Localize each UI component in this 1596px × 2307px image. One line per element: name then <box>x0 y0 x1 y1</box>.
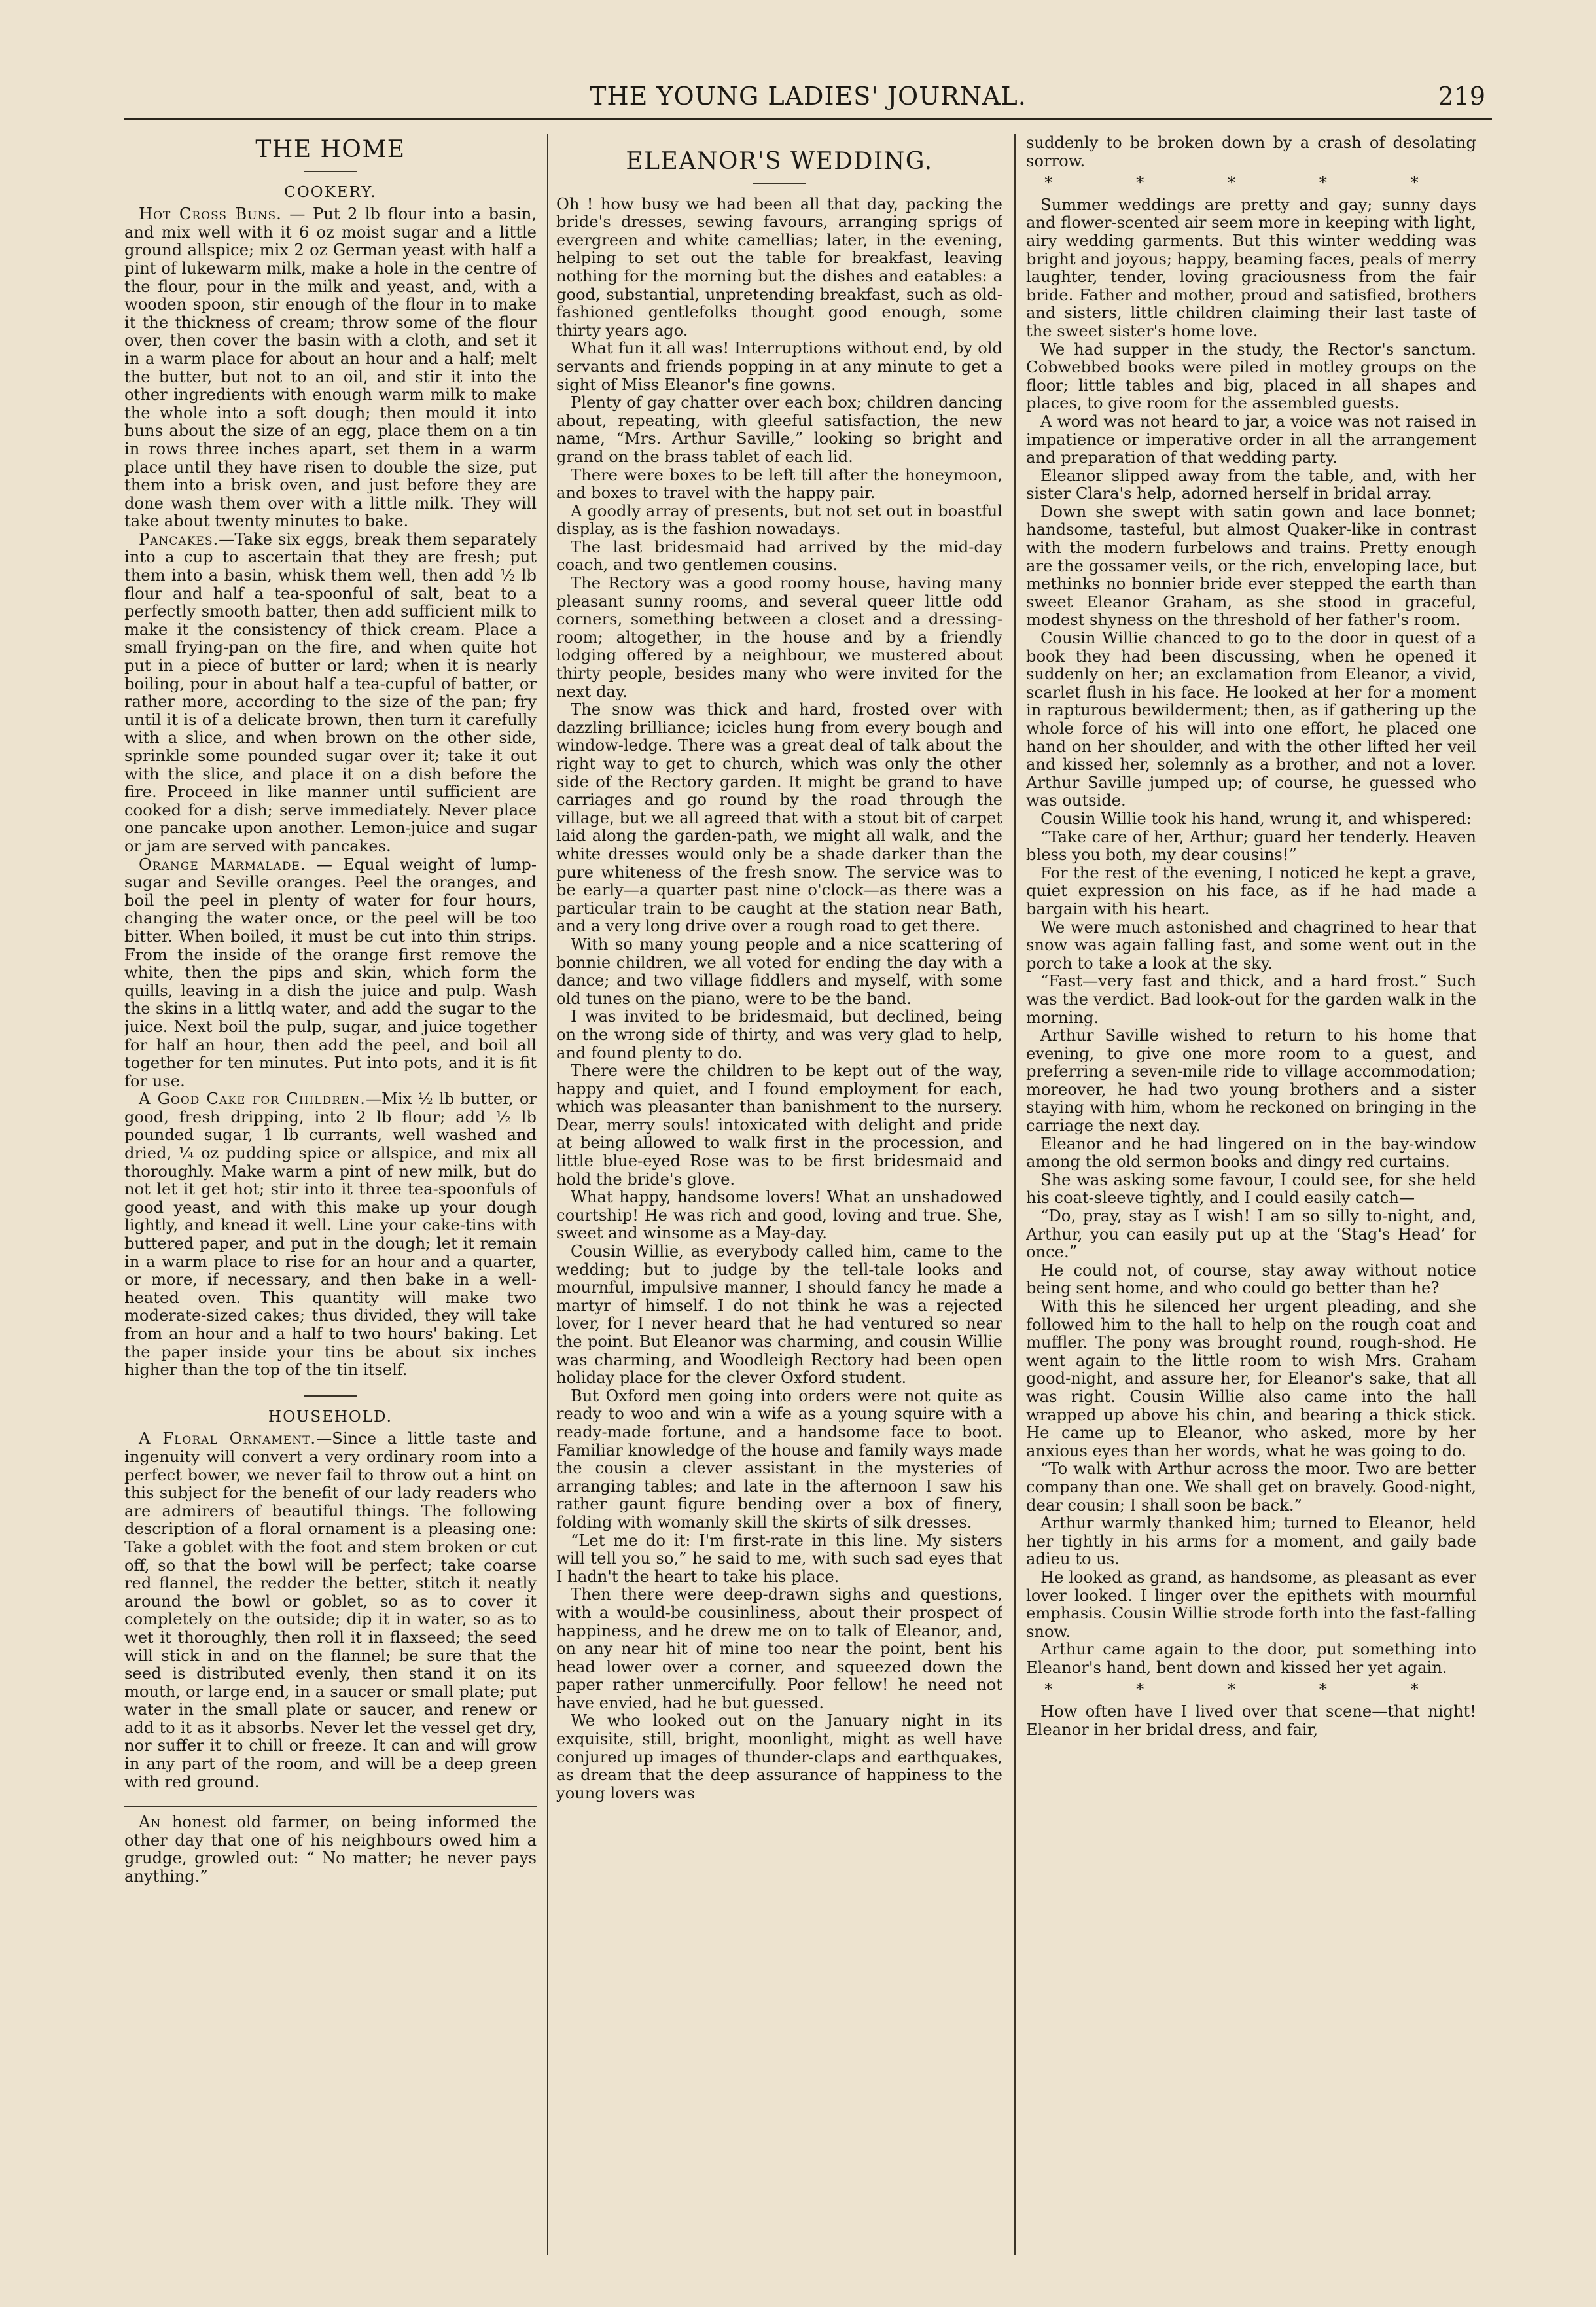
story-paragraph: The snow was thick and hard, frosted over with dazzling brilliance; icicles hung from every bough and window-ledge. There was a great deal of talk about the right way to get to church, which was only the other side of the Rectory garden. It might be grand to have carriages and go round by the road through the village, but we all agreed that with a stout bit of carpet laid along the garden-path, we might all walk, and the white dresses would only be a shade darker than the pure whiteness of the fresh snow. The service was to be early—a quarter past nine o'clock—as there was a particular train to be caught at the station near Bath, and a very long drive over a rough road to get there. <box>556 700 1002 936</box>
header-rule <box>124 118 1492 120</box>
story-paragraph: Summer weddings are pretty and gay; sunny days and flower-scented air seem more in keeping with light, airy wedding garments. But this winter wedding was bright and joyous; happy, beaming faces, peals of merry laughter, tender, loving graciousness from the fair bride. Father and mother, proud and satisfied, brothers and sisters, little children claiming their last taste of the sweet sister's home love. <box>1026 195 1476 340</box>
story-paragraph: We who looked out on the January night in its exquisite, still, bright, moonlight, might as well have conjured up images of thunder-claps and earthquakes, as dream that the deep assurance of happiness to the young lovers was <box>556 1711 1002 1802</box>
heading-rule <box>753 183 806 184</box>
column-divider <box>547 134 548 2255</box>
story-paragraph: Cousin Willie chanced to go to the door in quest of a book they had been discussing, when he opened it suddenly on her; an exclamation from Eleanor, a vivid, scarlet flush in his face. He looked at her for a moment in rapturous bewilderment; then, as if gathering up the whole force of his will into one effort, he placed one hand on her shoulder, and with the other lifted her veil and kissed her, solemnly as a brother, and not a lover. Arthur Saville jumped up; of course, he guessed who was outside. <box>1026 629 1476 810</box>
story-paragraph: Eleanor and he had lingered on in the bay-window among the old sermon books and dingy red curtains. <box>1026 1134 1476 1171</box>
anecdote-farmer: An honest old farmer, on being informed the other day that one of his neighbours owed him a grudge, growled out: “ No matter; he never pays anything.” <box>124 1813 537 1886</box>
story-paragraph: Then there were deep-drawn sighs and questions, with a would-be cousinliness, about their prospect of happiness, and he drew me on to talk of Eleanor, and, on any near hit of mine too near the point, bent his head lower over a corner, and squeezed down the paper rather unmercifully. Poor fellow! he need not have envied, had he but guessed. <box>556 1585 1002 1712</box>
heading-rule <box>304 171 357 172</box>
story-paragraph: A goodly array of presents, but not set out in boastful display, as is the fashion nowadays. <box>556 501 1002 539</box>
column-home <box>124 134 537 2258</box>
section-rule <box>304 1395 357 1397</box>
section-break: * * * * * <box>1044 173 1458 192</box>
story-paragraph: Arthur Saville wished to return to his home that evening, to give one more room to a guest, and preferring a seven-mile ride to village accommodation; moreover, he had two young brothers and a sister staying with him, whom he reckoned on bringing in the carriage the next day. <box>1026 1026 1476 1136</box>
story-paragraph: Plenty of gay chatter over each box; children dancing about, repeating, with gleeful satisfaction, the new name, “Mrs. Arthur Saville,” looking so bright and grand on the brass tablet of each lid. <box>556 393 1002 466</box>
story-paragraph: With this he silenced her urgent pleading, and she followed him to the hall to help on the rough coat and muffler. The pony was brought round, rough-shod. He went again to the little room to wish Mrs. Graham good-night, and assure her, for Eleanor's sake, that all was right. Cousin Willie also came into the hall wrapped up above his chin, and bearing a thick stick. He came up to Eleanor, who asked, more by her anxious eyes than her words, what he was going to do. <box>1026 1297 1476 1460</box>
story-paragraph: “Fast—very fast and thick, and a hard frost.” Such was the verdict. Bad look-out for the garden walk in the morning. <box>1026 972 1476 1027</box>
recipe-cake-for-children: A Good Cake for Children.—Mix ½ lb butter, or good, fresh dripping, into 2 lb flour; add ½ lb pounded sugar, 1 lb currants, well washed and dried, ¼ oz pudding spice or allspice, and mix all thoroughly. Make warm a pint of new milk, but do not let it get hot; stir into it three tea-spoonfuls of good yeast, and with this make up your dough lightly, and knead it well. Line your cake-tins with buttered paper, and put in the dough; let it remain in a warm place to rise for an hour and a quarter, or more, if necessary, and then bake in a well-heated oven. This quantity will make two moderate-sized cakes; thus divided, they will take from an hour and a half to two hours' baking. Let the paper inside your tins be about six inches higher than the top of the tin itself. <box>124 1090 537 1380</box>
story-paragraph: There were the children to be kept out of the way, happy and quiet, and I found employment for each, which was pleasanter than banishment to the nursery. Dear, merry souls! intoxicated with delight and pride at being allowed to walk first in the procession, and little blue-eyed Rose was to be first bridesmaid and hold the bride's glove. <box>556 1062 1002 1189</box>
masthead <box>124 82 1492 118</box>
page-number: 219 <box>1438 82 1485 111</box>
story-paragraph: How often have I lived over that scene—that night! Eleanor in her bridal dress, and fair, <box>1026 1702 1476 1739</box>
recipe-orange-marmalade: Orange Marmalade. — Equal weight of lump-sugar and Seville oranges. Peel the oranges, and boil the peel in plenty of water for four hours, changing the water once, or the peel will be too bitter. When boiled, it must be cut into thin strips. From the inside of the orange first remove the white, then the pips and skin, which form the quills, leaving in a dish the juice and pulp. Wash the skins in a littlq water, and add the sugar to the juice. Next boil the pulp, sugar, and juice together for half an hour, then add the peel, and boil all together for ten minutes. Put into pots, and it is fit for use. <box>124 855 537 1090</box>
story-paragraph: Oh ! how busy we had been all that day, packing the bride's dresses, sewing favours, arranging sprigs of evergreen and white camellias; later, in the evening, helping to set out the table for breakfast, leaving nothing for the morning but the dishes and eatables: a good, substantial, unpretending breakfast, such as old-fashioned gentlefolks thought good enough, some thirty years ago. <box>556 194 1002 340</box>
story-paragraph: With so many young people and a nice scattering of bonnie children, we all voted for ending the day with a dance; and two village fiddlers and myself, with some old tunes on the piano, were to be the band. <box>556 935 1002 1008</box>
story-title: ELEANOR'S WEDDING. <box>626 148 933 175</box>
column-divider <box>1014 134 1016 2255</box>
story-paragraph: There were boxes to be left till after the honeymoon, and boxes to travel with the happy pair. <box>556 465 1002 503</box>
story-paragraph: The Rectory was a good roomy house, having many pleasant sunny rooms, and several queer little odd corners, something between a closet and a dressing-room; altogether, in the house and by a friendly lodging offered by a neighbour, we mustered about thirty people, besides many who were invited for the next day. <box>556 574 1002 701</box>
story-paragraph: “Do, pray, stay as I wish! I am so silly to-night, and, Arthur, you can easily put up at the ‘Stag's Head’ for once.” <box>1026 1207 1476 1262</box>
story-paragraph: What fun it all was! Interruptions without end, by old servants and friends popping in at any minute to get a sight of Miss Eleanor's fine gowns. <box>556 339 1002 394</box>
subheading-cookery: COOKERY. <box>284 183 377 201</box>
story-paragraph: The last bridesmaid had arrived by the mid-day coach, and two gentlemen cousins. <box>556 537 1002 575</box>
recipe-hot-cross-buns: Hot Cross Buns. — Put 2 lb flour into a basin, and mix well with it 6 oz moist sugar and a little ground allspice; mix 2 oz German yeast with half a pint of lukewarm milk, make a hole in the centre of the flour, pour in the milk and yeast, and, with a wooden spoon, stir enough of the flour in to make it the thickness of cream; throw some of the flour over, then cover the basin with a cloth, and set it in a warm place for about an hour and a half; melt the butter, but not to an oil, and stir it into the other ingredients with enough warm milk to make the whole into a soft dough; then mould it into buns about the size of an egg, place them on a tin in rows three inches apart, set them in a warm place until they have risen to double the size, put them into a brisk oven, and just before they are done wash them over with a little milk. They will take about twenty minutes to bake. <box>124 205 537 531</box>
story-paragraph: Eleanor slipped away from the table, and, with her sister Clara's help, adorned herself in bridal array. <box>1026 466 1476 503</box>
column-eleanors-wedding <box>556 134 1002 2258</box>
anecdote-rule <box>124 1806 537 1807</box>
story-paragraph: Arthur warmly thanked him; turned to Eleanor, held her tightly in his arms for a moment, and gaily bade adieu to us. <box>1026 1514 1476 1569</box>
story-paragraph: “To walk with Arthur across the moor. Two are better company than one. We shall get on bravely. Good-night, dear cousin; I shall soon be back.” <box>1026 1459 1476 1514</box>
story-paragraph: A word was not heard to jar, a voice was not raised in impatience or imperative order in all the arrangement and preparation of that wedding party. <box>1026 412 1476 467</box>
story-paragraph: She was asking some favour, I could see, for she held his coat-sleeve tightly, and I could easily catch— <box>1026 1170 1476 1207</box>
column-story-continued <box>1026 134 1476 2258</box>
story-paragraph: What happy, handsome lovers! What an unshadowed courtship! He was rich and good, loving and true. She, sweet and winsome as a May-day. <box>556 1188 1002 1243</box>
story-paragraph: Cousin Willie, as everybody called him, came to the wedding; but to judge by the tell-tale looks and mournful, impulsive manner, I should fancy he made a martyr of himself. I do not think he was a rejected lover, for I never heard that he had ventured so near the point. But Eleanor was charming, and cousin Willie was charming, and Woodleigh Rectory had been open holiday place for the clever Oxford student. <box>556 1242 1002 1387</box>
story-paragraph: “Take care of her, Arthur; guard her tenderly. Heaven bless you both, my dear cousins!” <box>1026 827 1476 865</box>
story-paragraph: Arthur came again to the door, put something into Eleanor's hand, bent down and kissed her yet again. <box>1026 1640 1476 1677</box>
subheading-household: HOUSEHOLD. <box>268 1408 393 1425</box>
recipe-pancakes: Pancakes.—Take six eggs, break them separately into a cup to ascertain that they are fresh; put them into a basin, whisk them well, then add ½ lb flour and half a tea-spoonful of salt, beat to a perfectly smooth batter, then add sufficient milk to make it the consistency of thick cream. Place a small frying-pan on the fire, and when quite hot put in a piece of butter or lard; when it is nearly boiling, pour in about half a tea-cupful of batter, or rather more, according to the size of the pan; fry until it is of a delicate brown, then turn it carefully with a slice, and when brown on the other side, sprinkle some pounded sugar over it; take it out with the slice, and place it on a dish before the fire. Proceed in like manner until sufficient are cooked for a dish; serve immediately. Never place one pancake upon another. Lemon-juice and sugar or jam are served with pancakes. <box>124 529 537 855</box>
journal-title: THE YOUNG LADIES' JOURNAL. <box>590 82 1027 111</box>
story-paragraph: suddenly to be broken down by a crash of desolating sorrow. <box>1026 134 1476 170</box>
section-heading-home: THE HOME <box>255 136 406 163</box>
household-floral-ornament: A Floral Ornament.—Since a little taste and ingenuity will convert a very ordinary room into a perfect bower, we never fail to throw out a hint on this subject for the benefit of our lady readers who are admirers of beautiful things. The following description of a floral ornament is a pleasing one: Take a goblet with the foot and stem broken or cut off, so that the bowl will be perfect; take coarse red flannel, the redder the better, stitch it neatly around the bowl or goblet, so as to cover it completely on the outside; dip it in water, so as to wet it thoroughly, then roll it in flaxseed; the seed will stick in and on the flannel; be sure that the seed is distributed evenly, then stand it on its mouth, or large end, in a saucer or small plate; put water in the small plate or saucer, and renew or add to it as it absorbs. Never let the vessel get dry, nor suffer it to chill or freeze. It can and will grow in any part of the room, and will be a deep green with red ground. <box>124 1429 537 1791</box>
story-paragraph: He looked as grand, as handsome, as pleasant as ever lover looked. I linger over the epithets with mournful emphasis. Cousin Willie strode forth into the fast-falling snow. <box>1026 1567 1476 1641</box>
story-paragraph: I was invited to be bridesmaid, but declined, being on the wrong side of thirty, and was very glad to help, and found plenty to do. <box>556 1007 1002 1062</box>
section-break: * * * * * <box>1044 1680 1458 1699</box>
story-paragraph: We were much astonished and chagrined to hear that snow was again falling fast, and some went out in the porch to take a look at the sky. <box>1026 918 1476 973</box>
story-paragraph: “Let me do it: I'm first-rate in this line. My sisters will tell you so,” he said to me, with such sad eyes that I hadn't the heart to take his place. <box>556 1531 1002 1586</box>
story-paragraph: But Oxford men going into orders were not quite as ready to woo and win a wife as a young squire with a ready-made fortune, and a handsome face to boot. Familiar knowledge of the house and family ways made the cousin a clever assistant in the mysteries of arranging tables; and late in the afternoon I saw his rather gaunt figure bending over a box of finery, folding with womanly skill the skirts of silk dresses. <box>556 1386 1002 1531</box>
story-paragraph: Down she swept with satin gown and lace bonnet; handsome, tasteful, but almost Quaker-like in contrast with the modern furbelows and trains. Pretty enough are the gossamer veils, or the rich, enveloping lace, but methinks no bonnier bride ever stepped the earth than sweet Eleanor Graham, as she stood in graceful, modest shyness on the threshold of her father's room. <box>1026 502 1476 630</box>
story-paragraph: He could not, of course, stay away without notice being sent home, and who could go better than he? <box>1026 1261 1476 1298</box>
story-paragraph: For the rest of the evening, I noticed he kept a grave, quiet expression on his face, as if he had made a bargain with his heart. <box>1026 863 1476 918</box>
story-paragraph: We had supper in the study, the Rector's sanctum. Cobwebbed books were piled in motley groups on the floor; little tables and big, placed in all shapes and places, to give room for the assembled guests. <box>1026 340 1476 413</box>
story-paragraph: Cousin Willie took his hand, wrung it, and whispered: <box>1040 809 1472 828</box>
